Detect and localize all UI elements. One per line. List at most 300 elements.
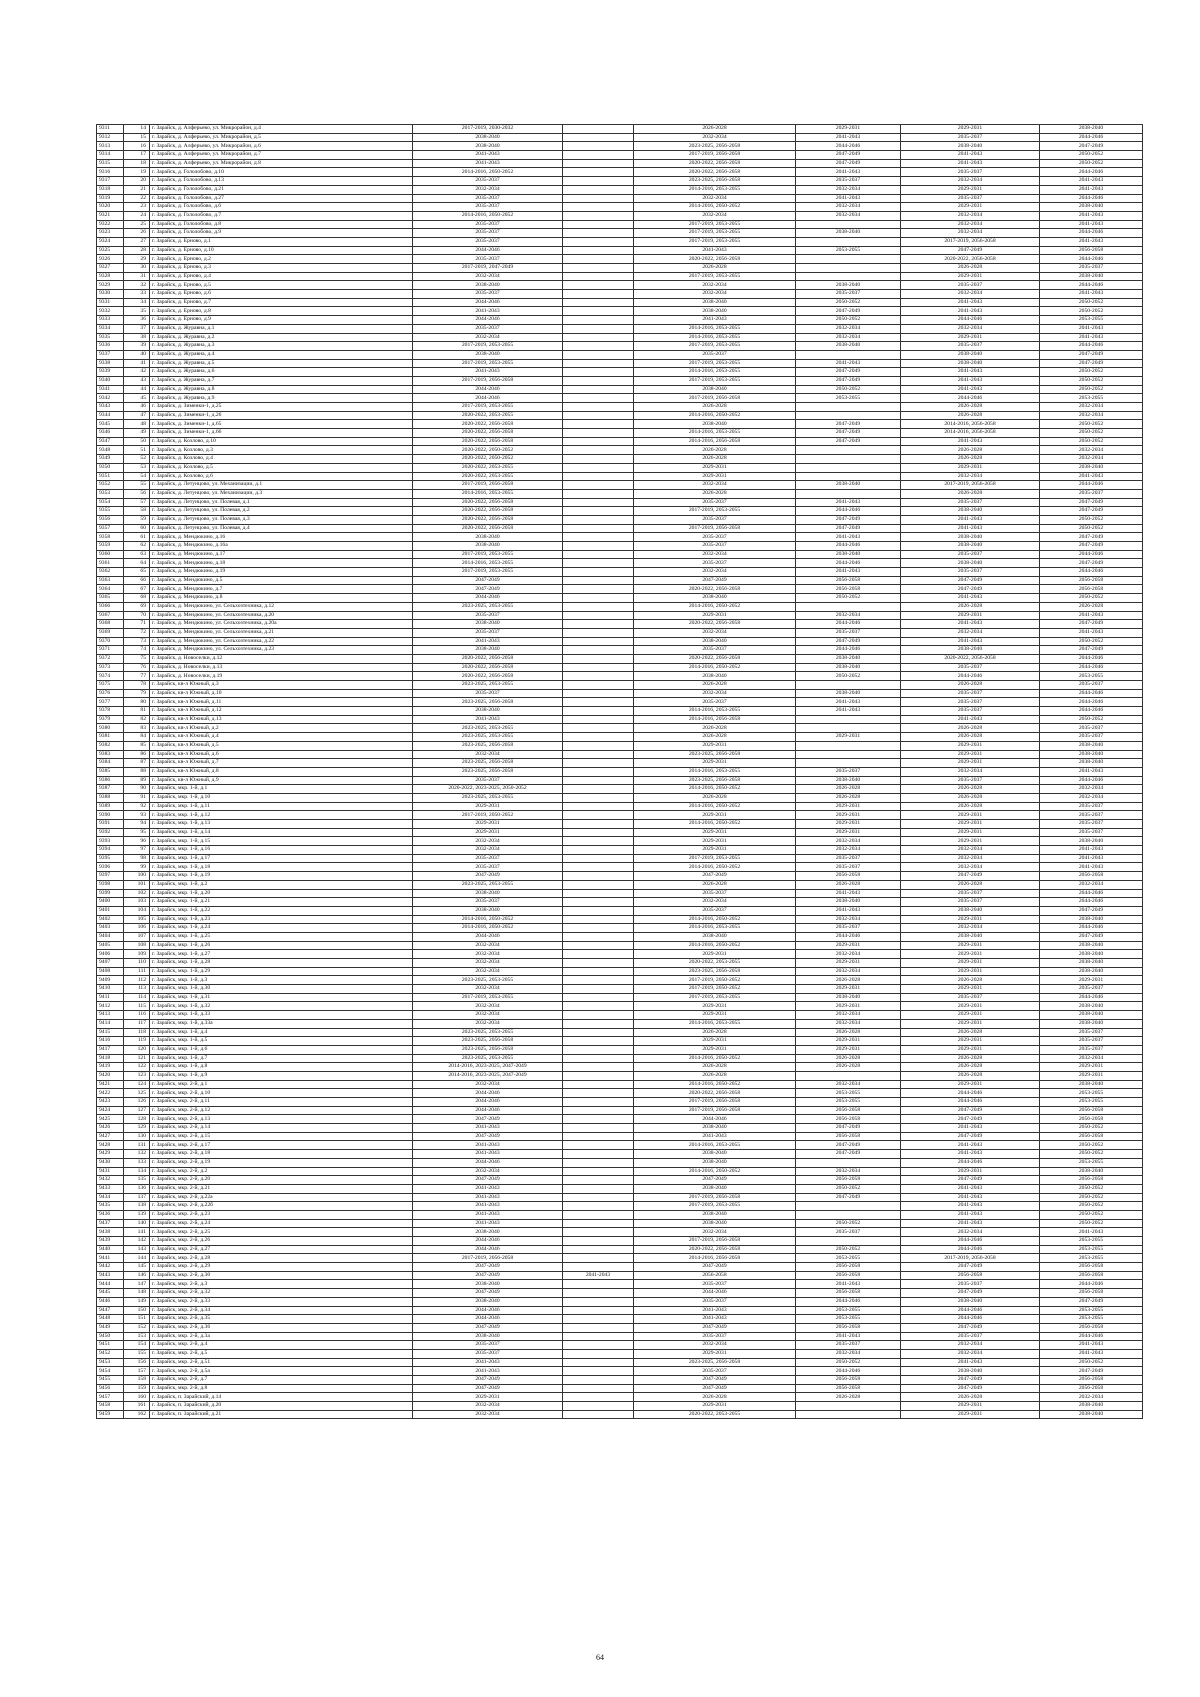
row-id-cell: 9425 [97, 1115, 124, 1124]
row-id-cell: 9335 [97, 333, 124, 342]
period-col3-cell: 2029-2031 [634, 1037, 796, 1046]
period-col1-cell: 2038-2040 [413, 889, 563, 898]
table-row [97, 950, 1143, 959]
period-col2-cell [563, 185, 634, 194]
period-col4-cell: 2041-2043 [796, 498, 901, 507]
row-number-cell: 141 [124, 1228, 150, 1237]
period-col6-cell: 2041-2043 [1040, 177, 1143, 186]
period-col6-cell: 2038-2040 [1040, 1167, 1143, 1176]
period-col4-cell: 2032-2034 [796, 967, 901, 976]
period-col1-cell: 2044-2046 [413, 1106, 563, 1115]
period-col6-cell: 2044-2046 [1040, 568, 1143, 577]
period-col4-cell: 2035-2037 [796, 1341, 901, 1350]
address-cell: г. Зарайск, д. Гололобово, д.21 [150, 185, 413, 194]
period-col4-cell: 2032-2034 [796, 611, 901, 620]
period-col1-cell: 2035-2037 [413, 220, 563, 229]
period-col6-cell: 2053-2055 [1040, 1315, 1143, 1324]
row-number-cell: 38 [124, 333, 150, 342]
period-col5-cell: 2047-2049 [901, 1263, 1040, 1272]
table-row [97, 820, 1143, 829]
table-row [97, 663, 1143, 672]
table-row [97, 602, 1143, 611]
period-col2-cell [563, 828, 634, 837]
address-cell: г. Зарайск, д. Журавна, д.7 [150, 376, 413, 385]
period-col5-cell: 2029-2031 [901, 203, 1040, 212]
period-col4-cell [796, 455, 901, 464]
period-col4-cell [796, 255, 901, 264]
row-id-cell: 9354 [97, 498, 124, 507]
address-cell: г. Зарайск, д. Мендюкино, д.16 [150, 533, 413, 542]
table-row [97, 802, 1143, 811]
period-col6-cell: 2050-2052 [1040, 1358, 1143, 1367]
period-col2-cell [563, 1393, 634, 1402]
table-row [97, 646, 1143, 655]
period-col2-cell [563, 715, 634, 724]
table-row [97, 368, 1143, 377]
period-col1-cell: 2035-2037 [413, 628, 563, 637]
row-id-cell: 9390 [97, 811, 124, 820]
period-col4-cell: 2026-2028 [796, 1393, 901, 1402]
row-number-cell: 145 [124, 1263, 150, 1272]
period-col3-cell: 2038-2040 [634, 1219, 796, 1228]
period-col1-cell: 2032-2034 [413, 985, 563, 994]
address-cell: г. Зарайск, д. Мендюкино, ул. Сельхозтехника, д.12 [150, 602, 413, 611]
period-col4-cell: 2035-2037 [796, 767, 901, 776]
schedule-table-body [97, 125, 1143, 1419]
row-number-cell: 140 [124, 1219, 150, 1228]
table-row [97, 1254, 1143, 1263]
table-row [97, 811, 1143, 820]
period-col3-cell: 2014-2016, 2053-2055 [634, 333, 796, 342]
address-cell: г. Зарайск, д. Гололобово, д.6 [150, 203, 413, 212]
period-col5-cell: 2035-2037 [901, 689, 1040, 698]
period-col3-cell: 2020-2022, 2053-2055 [634, 1410, 796, 1419]
table-row [97, 1315, 1143, 1324]
table-row [97, 620, 1143, 629]
address-cell: г. Зарайск, мкр. 1-й, д.12 [150, 811, 413, 820]
table-row [97, 420, 1143, 429]
period-col4-cell: 2053-2055 [796, 1315, 901, 1324]
row-id-cell: 9429 [97, 1150, 124, 1159]
period-col6-cell: 2038-2040 [1040, 759, 1143, 768]
address-cell: г. Зарайск, кв-л Южный, д.9 [150, 776, 413, 785]
address-cell: г. Зарайск, мкр. 1-й, д.3 [150, 976, 413, 985]
period-col1-cell: 2041-2043 [413, 1210, 563, 1219]
period-col6-cell: 2041-2043 [1040, 290, 1143, 299]
period-col6-cell: 2056-2058 [1040, 585, 1143, 594]
period-col6-cell: 2038-2040 [1040, 1080, 1143, 1089]
period-col1-cell: 2032-2034 [413, 967, 563, 976]
period-col6-cell: 2050-2052 [1040, 1141, 1143, 1150]
row-id-cell: 9363 [97, 576, 124, 585]
period-col5-cell: 2038-2040 [901, 906, 1040, 915]
address-cell: г. Зарайск, д. Летунцово, ул. Полевая, д.1 [150, 498, 413, 507]
period-col3-cell: 2014-2016, 2050-2052 [634, 802, 796, 811]
period-col5-cell: 2032-2034 [901, 767, 1040, 776]
row-id-cell: 9443 [97, 1271, 124, 1280]
table-row [97, 1367, 1143, 1376]
period-col5-cell: 2047-2049 [901, 1323, 1040, 1332]
period-col4-cell: 2056-2058 [796, 1263, 901, 1272]
row-id-cell: 9326 [97, 255, 124, 264]
period-col3-cell: 2017-2019, 2053-2055 [634, 376, 796, 385]
period-col2-cell [563, 1332, 634, 1341]
period-col6-cell: 2047-2049 [1040, 359, 1143, 368]
row-id-cell: 9420 [97, 1071, 124, 1080]
period-col6-cell: 2056-2058 [1040, 1384, 1143, 1393]
period-col2-cell [563, 142, 634, 151]
period-col3-cell: 2035-2037 [634, 350, 796, 359]
period-col3-cell: 2035-2037 [634, 906, 796, 915]
row-id-cell: 9321 [97, 211, 124, 220]
table-row [97, 1184, 1143, 1193]
period-col4-cell: 2041-2043 [796, 698, 901, 707]
period-col3-cell: 2014-2016, 2056-2058 [634, 1254, 796, 1263]
row-id-cell: 9405 [97, 941, 124, 950]
address-cell: г. Зарайск, мкр. 1-й, д.23 [150, 915, 413, 924]
period-col4-cell: 2041-2043 [796, 1280, 901, 1289]
period-col6-cell: 2029-2031 [1040, 976, 1143, 985]
period-col5-cell: 2026-2028 [901, 264, 1040, 273]
period-col5-cell: 2029-2031 [901, 959, 1040, 968]
period-col1-cell: 2044-2046 [413, 394, 563, 403]
period-col6-cell: 2041-2043 [1040, 854, 1143, 863]
row-id-cell: 9336 [97, 342, 124, 351]
row-number-cell: 81 [124, 707, 150, 716]
period-col1-cell: 2035-2037 [413, 1349, 563, 1358]
period-col6-cell: 2044-2046 [1040, 993, 1143, 1002]
period-col4-cell: 2044-2046 [796, 542, 901, 551]
period-col3-cell: 2026-2028 [634, 455, 796, 464]
period-col4-cell: 2044-2046 [796, 646, 901, 655]
period-col1-cell: 2032-2034 [413, 272, 563, 281]
period-col2-cell [563, 1037, 634, 1046]
period-col4-cell: 2026-2028 [796, 1028, 901, 1037]
row-id-cell: 9377 [97, 698, 124, 707]
period-col3-cell: 2038-2040 [634, 637, 796, 646]
period-col1-cell: 2017-2019, 2056-2058 [413, 481, 563, 490]
row-number-cell: 80 [124, 698, 150, 707]
address-cell: г. Зарайск, мкр. 2-й, д.5а [150, 1367, 413, 1376]
row-number-cell: 48 [124, 420, 150, 429]
period-col6-cell: 2038-2040 [1040, 837, 1143, 846]
row-id-cell: 9333 [97, 316, 124, 325]
row-number-cell: 33 [124, 290, 150, 299]
period-col6-cell: 2056-2058 [1040, 1376, 1143, 1385]
period-col1-cell: 2023-2025, 2056-2058 [413, 741, 563, 750]
period-col6-cell: 2044-2046 [1040, 654, 1143, 663]
table-row [97, 281, 1143, 290]
period-col3-cell: 2029-2031 [634, 1402, 796, 1411]
address-cell: г. Зарайск, д. Журавна, д.2 [150, 333, 413, 342]
table-row [97, 237, 1143, 246]
period-col1-cell: 2032-2034 [413, 1019, 563, 1028]
table-row [97, 255, 1143, 264]
table-row [97, 785, 1143, 794]
table-row [97, 1358, 1143, 1367]
row-number-cell: 134 [124, 1167, 150, 1176]
row-id-cell: 9408 [97, 967, 124, 976]
schedule-table [96, 124, 1143, 1419]
address-cell: г. Зарайск, мкр. 1-й, д.6 [150, 1045, 413, 1054]
period-col2-cell [563, 1158, 634, 1167]
period-col3-cell: 2014-2016, 2050-2052 [634, 941, 796, 950]
period-col6-cell: 2047-2049 [1040, 350, 1143, 359]
period-col4-cell: 2032-2034 [796, 1080, 901, 1089]
table-row [97, 168, 1143, 177]
period-col4-cell: 2056-2058 [796, 1115, 901, 1124]
period-col2-cell [563, 698, 634, 707]
period-col6-cell: 2044-2046 [1040, 550, 1143, 559]
period-col3-cell: 2023-2025, 2056-2058 [634, 776, 796, 785]
period-col1-cell: 2038-2040 [413, 620, 563, 629]
row-number-cell: 26 [124, 229, 150, 238]
period-col4-cell: 2029-2031 [796, 125, 901, 134]
period-col5-cell: 2044-2046 [901, 1306, 1040, 1315]
period-col2-cell [563, 1315, 634, 1324]
period-col3-cell: 2035-2037 [634, 533, 796, 542]
table-row [97, 915, 1143, 924]
period-col1-cell: 2047-2049 [413, 1323, 563, 1332]
row-number-cell: 32 [124, 281, 150, 290]
address-cell: г. Зарайск, мкр. 2-й, д.13 [150, 1115, 413, 1124]
row-number-cell: 148 [124, 1289, 150, 1298]
row-id-cell: 9312 [97, 133, 124, 142]
period-col5-cell: 2041-2043 [901, 515, 1040, 524]
table-row [97, 463, 1143, 472]
period-col2-cell [563, 237, 634, 246]
period-col3-cell: 2029-2031 [634, 1045, 796, 1054]
period-col3-cell: 2029-2031 [634, 950, 796, 959]
period-col4-cell: 2053-2055 [796, 1306, 901, 1315]
period-col4-cell [796, 403, 901, 412]
table-row [97, 1393, 1143, 1402]
row-number-cell: 47 [124, 411, 150, 420]
table-row [97, 906, 1143, 915]
period-col6-cell: 2044-2046 [1040, 776, 1143, 785]
period-col3-cell: 2014-2016, 2050-2052 [634, 411, 796, 420]
period-col4-cell: 2047-2049 [796, 1124, 901, 1133]
period-col3-cell: 2047-2049 [634, 1176, 796, 1185]
period-col1-cell: 2032-2034 [413, 1167, 563, 1176]
row-number-cell: 49 [124, 429, 150, 438]
period-col5-cell: 2038-2040 [901, 1367, 1040, 1376]
period-col5-cell: 2044-2046 [901, 394, 1040, 403]
period-col1-cell: 2035-2037 [413, 1341, 563, 1350]
address-cell: г. Зарайск, д. Гололобово, д.9 [150, 229, 413, 238]
row-id-cell: 9409 [97, 976, 124, 985]
period-col3-cell: 2047-2049 [634, 576, 796, 585]
period-col2-cell [563, 246, 634, 255]
address-cell: г. Зарайск, мкр. 2-й, д.28 [150, 1254, 413, 1263]
period-col3-cell: 2041-2043 [634, 246, 796, 255]
period-col2-cell [563, 1237, 634, 1246]
period-col4-cell: 2041-2043 [796, 889, 901, 898]
period-col2-cell [563, 1202, 634, 1211]
row-number-cell: 52 [124, 455, 150, 464]
period-col6-cell: 2056-2058 [1040, 1271, 1143, 1280]
row-number-cell: 116 [124, 1011, 150, 1020]
period-col5-cell: 2029-2031 [901, 1402, 1040, 1411]
period-col2-cell [563, 863, 634, 872]
table-row [97, 1071, 1143, 1080]
row-number-cell: 146 [124, 1271, 150, 1280]
address-cell: г. Зарайск, д. Мендюкино, д.18 [150, 559, 413, 568]
table-row [97, 1410, 1143, 1419]
period-col5-cell: 2047-2049 [901, 1384, 1040, 1393]
period-col1-cell: 2032-2034 [413, 333, 563, 342]
period-col3-cell: 2032-2034 [634, 194, 796, 203]
period-col1-cell: 2023-2025, 2056-2058 [413, 767, 563, 776]
address-cell: г. Зарайск, мкр. 1-й, д.1 [150, 785, 413, 794]
period-col6-cell: 2035-2037 [1040, 1037, 1143, 1046]
row-number-cell: 87 [124, 759, 150, 768]
period-col1-cell: 2023-2025, 2053-2055 [413, 793, 563, 802]
period-col5-cell: 2041-2043 [901, 1141, 1040, 1150]
period-col6-cell: 2029-2031 [1040, 1071, 1143, 1080]
period-col3-cell: 2017-2019, 2053-2055 [634, 507, 796, 516]
row-id-cell: 9322 [97, 220, 124, 229]
address-cell: г. Зарайск, мкр. 1-й, д.9 [150, 1071, 413, 1080]
address-cell: г. Зарайск, мкр. 2-й, д.25 [150, 1228, 413, 1237]
period-col3-cell: 2014-2016, 2050-2052 [634, 1080, 796, 1089]
period-col3-cell: 2029-2031 [634, 846, 796, 855]
period-col5-cell: 2047-2049 [901, 576, 1040, 585]
row-number-cell: 25 [124, 220, 150, 229]
period-col5-cell: 2041-2043 [901, 1202, 1040, 1211]
table-row [97, 1306, 1143, 1315]
table-row [97, 455, 1143, 464]
period-col2-cell [563, 1132, 634, 1141]
period-col4-cell [796, 446, 901, 455]
period-col2-cell [563, 681, 634, 690]
period-col2-cell [563, 403, 634, 412]
period-col5-cell: 2047-2049 [901, 1289, 1040, 1298]
table-row [97, 229, 1143, 238]
table-row [97, 741, 1143, 750]
period-col2-cell [563, 542, 634, 551]
period-col5-cell: 2029-2031 [901, 1002, 1040, 1011]
period-col4-cell: 2047-2049 [796, 420, 901, 429]
period-col2-cell [563, 776, 634, 785]
period-col3-cell: 2029-2031 [634, 1349, 796, 1358]
period-col1-cell: 2035-2037 [413, 898, 563, 907]
address-cell: г. Зарайск, д. Летунцово, ул. Полевая, д.2 [150, 507, 413, 516]
table-row [97, 568, 1143, 577]
period-col5-cell: 2032-2034 [901, 628, 1040, 637]
row-id-cell: 9340 [97, 376, 124, 385]
table-row [97, 1341, 1143, 1350]
period-col6-cell: 2056-2058 [1040, 872, 1143, 881]
row-id-cell: 9398 [97, 880, 124, 889]
row-id-cell: 9423 [97, 1098, 124, 1107]
period-col5-cell: 2032-2034 [901, 229, 1040, 238]
table-row [97, 846, 1143, 855]
period-col2-cell [563, 559, 634, 568]
period-col2-cell [563, 889, 634, 898]
period-col1-cell: 2017-2019, 2053-2055 [413, 342, 563, 351]
period-col5-cell: 2038-2040 [901, 932, 1040, 941]
period-col3-cell: 2026-2028 [634, 1393, 796, 1402]
table-row [97, 863, 1143, 872]
period-col5-cell: 2035-2037 [901, 568, 1040, 577]
address-cell: г. Зарайск, мкр. 2-й, д.14 [150, 1124, 413, 1133]
period-col1-cell: 2032-2034 [413, 185, 563, 194]
address-cell: г. Зарайск, кв-л Южный, д.13 [150, 715, 413, 724]
period-col1-cell: 2035-2037 [413, 776, 563, 785]
period-col4-cell: 2047-2049 [796, 524, 901, 533]
period-col6-cell: 2038-2040 [1040, 1002, 1143, 1011]
row-number-cell: 94 [124, 820, 150, 829]
row-number-cell: 64 [124, 559, 150, 568]
row-number-cell: 147 [124, 1280, 150, 1289]
period-col3-cell: 2035-2037 [634, 542, 796, 551]
period-col2-cell [563, 463, 634, 472]
row-id-cell: 9401 [97, 906, 124, 915]
period-col4-cell: 2047-2049 [796, 368, 901, 377]
period-col6-cell: 2047-2049 [1040, 142, 1143, 151]
row-id-cell: 9440 [97, 1245, 124, 1254]
period-col5-cell: 2026-2028 [901, 1054, 1040, 1063]
period-col3-cell: 2017-2019, 2050-2052 [634, 976, 796, 985]
address-cell: г. Зарайск, д. Мендюкино, д.8 [150, 594, 413, 603]
row-number-cell: 91 [124, 793, 150, 802]
period-col1-cell: 2044-2046 [413, 594, 563, 603]
row-number-cell: 74 [124, 646, 150, 655]
period-col1-cell: 2032-2034 [413, 1402, 563, 1411]
row-id-cell: 9328 [97, 272, 124, 281]
row-id-cell: 9400 [97, 898, 124, 907]
period-col1-cell: 2035-2037 [413, 177, 563, 186]
period-col5-cell: 2038-2040 [901, 533, 1040, 542]
period-col4-cell: 2050-2052 [796, 1358, 901, 1367]
period-col5-cell: 2038-2040 [901, 1297, 1040, 1306]
address-cell: г. Зарайск, кв-л Южный, д.10 [150, 689, 413, 698]
period-col1-cell: 2035-2037 [413, 854, 563, 863]
period-col1-cell: 2020-2022, 2056-2058 [413, 498, 563, 507]
period-col3-cell: 2017-2019, 2053-2055 [634, 359, 796, 368]
table-row [97, 359, 1143, 368]
period-col1-cell: 2041-2043 [413, 1219, 563, 1228]
address-cell: г. Зарайск, мкр. 2-й, д.33 [150, 1297, 413, 1306]
period-col4-cell [796, 489, 901, 498]
period-col3-cell: 2032-2034 [634, 290, 796, 299]
period-col3-cell: 2026-2028 [634, 793, 796, 802]
address-cell: г. Зарайск, мкр. 2-й, д.24 [150, 1219, 413, 1228]
period-col3-cell: 2014-2016, 2050-2052 [634, 1054, 796, 1063]
row-number-cell: 19 [124, 168, 150, 177]
period-col2-cell [563, 524, 634, 533]
row-number-cell: 105 [124, 915, 150, 924]
period-col1-cell: 2029-2031 [413, 828, 563, 837]
row-id-cell: 9407 [97, 959, 124, 968]
period-col4-cell [796, 272, 901, 281]
period-col3-cell: 2056-2058 [634, 1271, 796, 1280]
address-cell: г. Зарайск, д. Гололобово, д.10 [150, 168, 413, 177]
period-col4-cell: 2047-2049 [796, 1193, 901, 1202]
period-col6-cell: 2035-2037 [1040, 489, 1143, 498]
table-row [97, 1332, 1143, 1341]
address-cell: г. Зарайск, мкр. 2-й, д.3 [150, 1280, 413, 1289]
address-cell: г. Зарайск, мкр. 1-й, д.32 [150, 1002, 413, 1011]
period-col3-cell: 2014-2016, 2050-2052 [634, 820, 796, 829]
period-col5-cell: 2029-2031 [901, 750, 1040, 759]
table-row [97, 1237, 1143, 1246]
period-col4-cell: 2047-2049 [796, 429, 901, 438]
period-col1-cell: 2041-2043 [413, 715, 563, 724]
address-cell: г. Зарайск, кв-л Южный, д.2 [150, 724, 413, 733]
period-col5-cell: 2032-2034 [901, 1349, 1040, 1358]
